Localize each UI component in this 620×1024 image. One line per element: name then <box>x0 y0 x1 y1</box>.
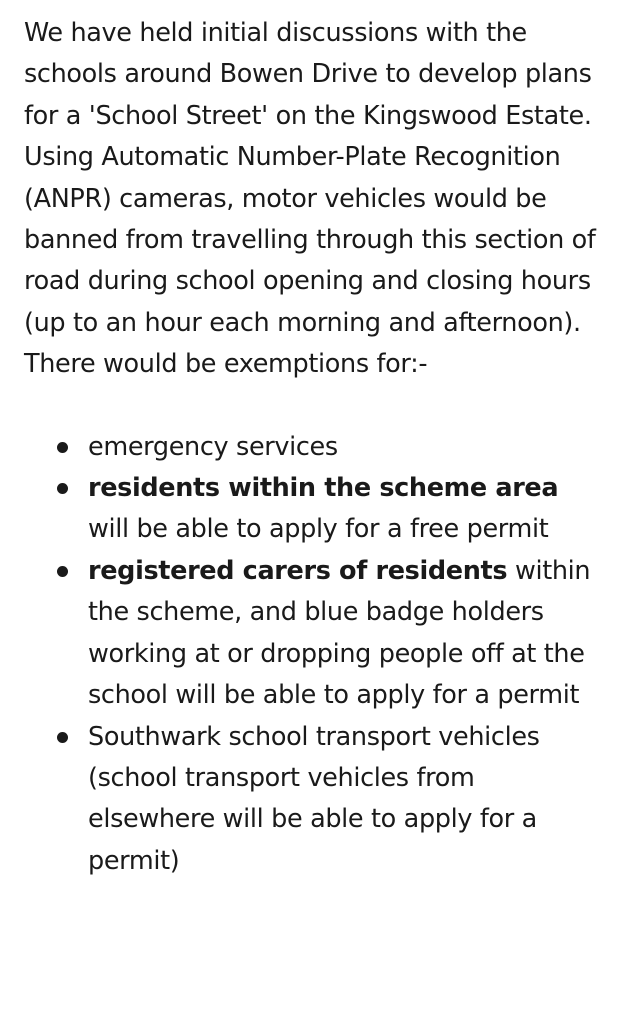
exemption-bold-text: residents within the scheme area <box>88 473 559 504</box>
exemption-text: within the scheme, and blue badge holders working at or dropping people off at the school will be able to apply for a permit <box>88 555 591 711</box>
exemption-text: Southwark school transport vehicles (school transport vehicles from elsewhere will be able to apply for a permit) <box>88 721 540 876</box>
exemption-item <box>24 468 604 551</box>
exemption-item <box>24 427 604 468</box>
exemption-text: will be able to apply for a free permit <box>88 514 549 545</box>
exemption-item <box>24 717 604 883</box>
intro-paragraph: We have held initial discussions with the schools around Bowen Drive to develop plans for a 'School Street' on the Kingswood Estate. Using Automatic Number-Plate Recognition (ANPR) cameras, motor vehicles would be banned from travelling through this section of road during school opening and closing hours (up to an hour each morning and afternoon). There would be exemptions for:- <box>24 18 596 380</box>
exemptions-list <box>24 427 604 882</box>
exemption-item <box>24 551 604 717</box>
document-body <box>24 13 604 882</box>
exemption-text: emergency services <box>88 431 338 462</box>
exemption-bold-text: registered carers of residents <box>88 555 508 586</box>
